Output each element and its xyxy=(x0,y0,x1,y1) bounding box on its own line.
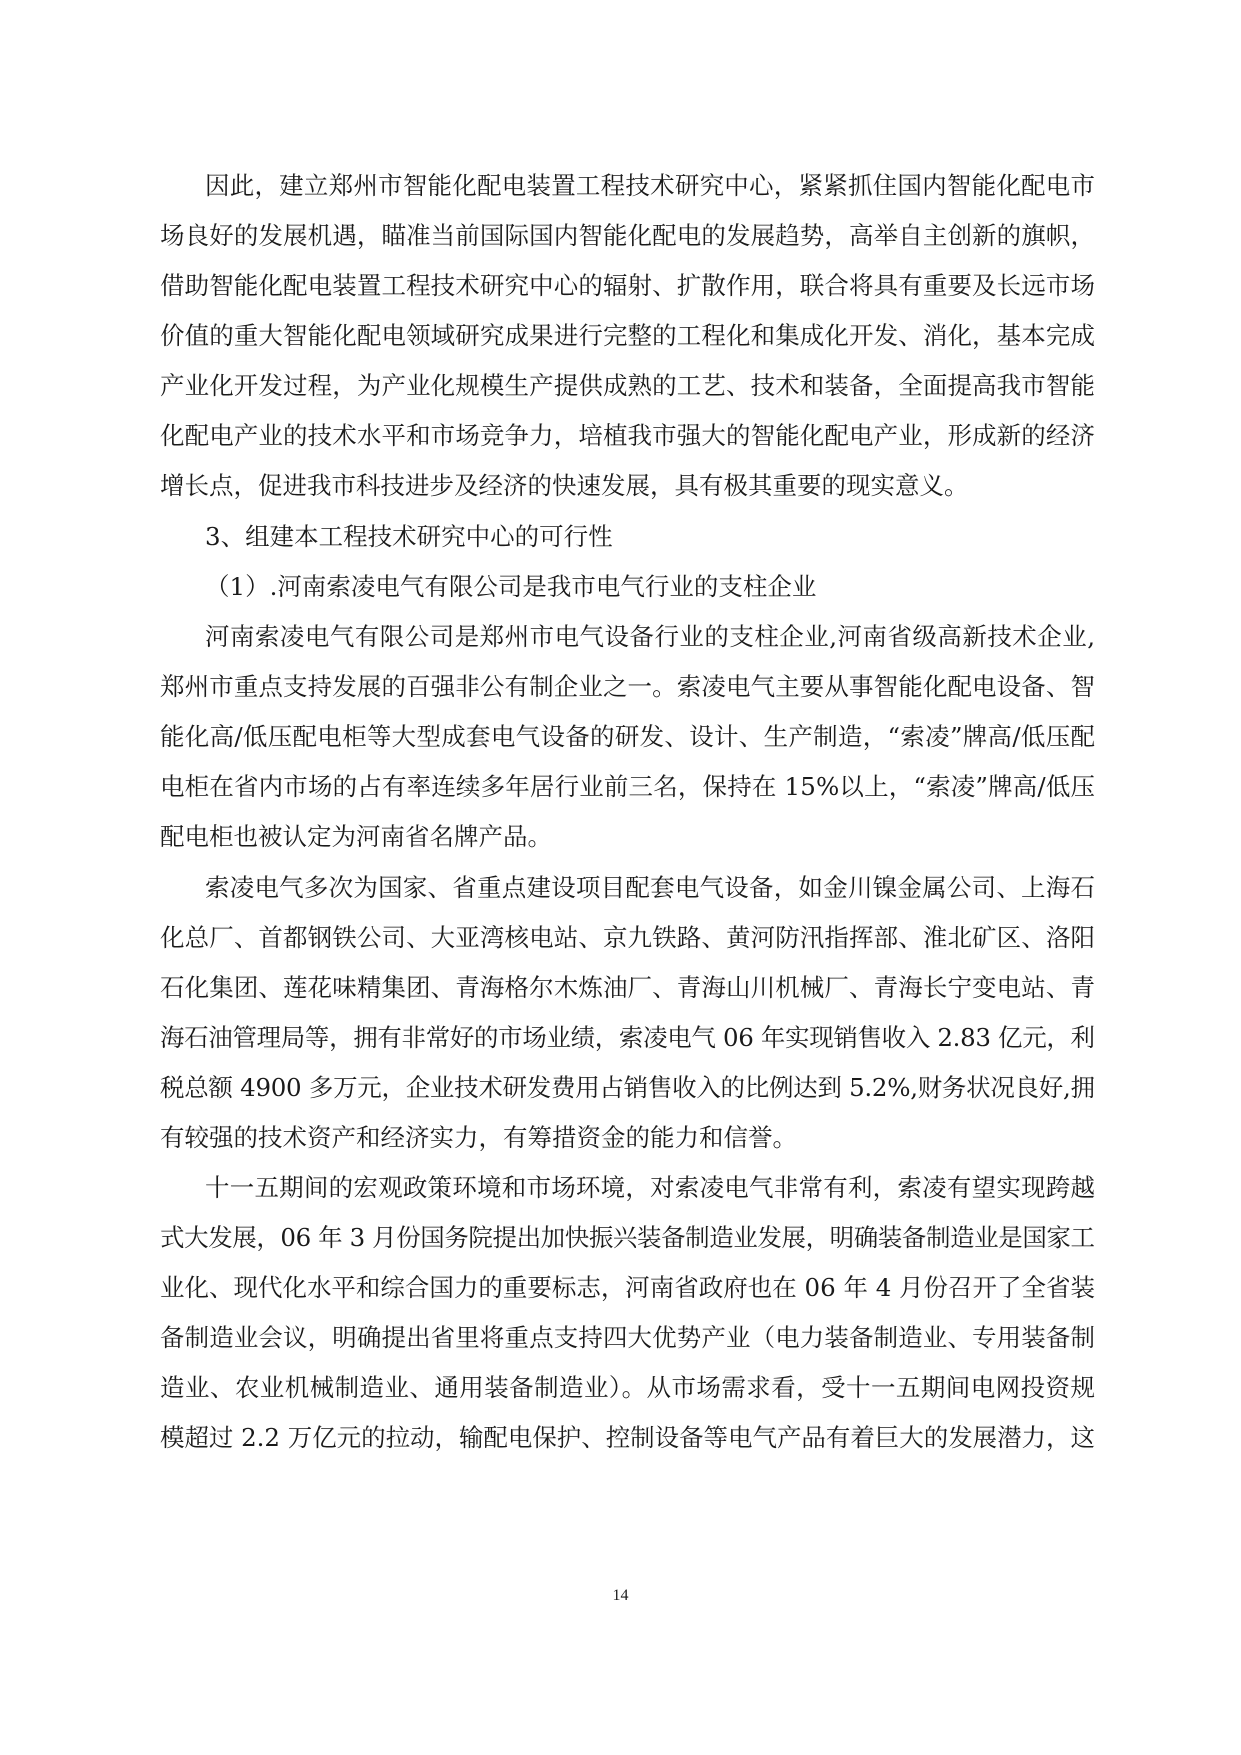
text-line-content: 海石油管理局等，拥有非常好的市场业绩，索凌电气 06 年实现销售收入 2.83 亿元，利 xyxy=(160,1023,1095,1052)
text-line xyxy=(0,1070,1241,1106)
text-line-content: 有较强的技术资产和经济实力，有筹措资金的能力和信誉。 xyxy=(160,1123,797,1152)
text-line-content: 增长点，促进我市科技进步及经济的快速发展，具有极其重要的现实意义。 xyxy=(160,471,969,500)
text-line-content: 式大发展，06 年 3 月份国务院提出加快振兴装备制造业发展，明确装备制造业是国家工 xyxy=(160,1223,1095,1252)
text-line xyxy=(0,669,1241,705)
text-line-content: 产业化开发过程，为产业化规模生产提供成熟的工艺、技术和装备，全面提高我市智能 xyxy=(160,371,1096,400)
text-line-content: 造业、农业机械制造业、通用装备制造业）。从市场需求看，受十一五期间电网投资规 xyxy=(160,1373,1096,1402)
text-line-content: 税总额 4900 多万元，企业技术研发费用占销售收入的比例达到 5.2%,财务状况良好,拥 xyxy=(160,1073,1095,1102)
text-line xyxy=(0,569,1241,605)
text-line xyxy=(0,1220,1241,1256)
text-line-content: 郑州市重点支持发展的百强非公有制企业之一。索凌电气主要从事智能化配电设备、智 xyxy=(160,672,1096,701)
text-line-content: 化总厂、首都钢铁公司、大亚湾核电站、京九铁路、黄河防汛指挥部、淮北矿区、洛阳 xyxy=(160,923,1096,952)
text-line xyxy=(0,318,1241,354)
text-line xyxy=(0,418,1241,454)
text-line xyxy=(0,168,1241,204)
text-line-content: 备制造业会议，明确提出省里将重点支持四大优势产业（电力装备制造业、专用装备制 xyxy=(160,1323,1096,1352)
text-line-content: （1）.河南索凌电气有限公司是我市电气行业的支柱企业 xyxy=(205,572,817,601)
text-line xyxy=(0,519,1241,555)
text-line xyxy=(0,218,1241,254)
text-line xyxy=(0,1420,1241,1456)
text-line xyxy=(0,1170,1241,1206)
text-line xyxy=(0,368,1241,404)
text-line-content: 索凌电气多次为国家、省重点建设项目配套电气设备，如金川镍金属公司、上海石 xyxy=(205,873,1096,902)
text-line-content: 借助智能化配电装置工程技术研究中心的辐射、扩散作用，联合将具有重要及长远市场 xyxy=(160,271,1096,300)
page-number: 14 xyxy=(612,1587,629,1604)
text-line xyxy=(0,468,1241,504)
text-line-content: 河南索凌电气有限公司是郑州市电气设备行业的支柱企业,河南省级高新技术企业, xyxy=(205,622,1096,651)
text-line xyxy=(0,1320,1241,1356)
text-line-content: 电柜在省内市场的占有率连续多年居行业前三名，保持在 15%以上，“索凌”牌高/低压 xyxy=(160,772,1096,801)
text-line-content: 能化高/低压配电柜等大型成套电气设备的研发、设计、生产制造，“索凌”牌高/低压配 xyxy=(160,722,1096,751)
text-line-content: 3、组建本工程技术研究中心的可行性 xyxy=(205,522,613,551)
text-line xyxy=(0,870,1241,906)
text-line-content: 因此，建立郑州市智能化配电装置工程技术研究中心，紧紧抓住国内智能化配电市 xyxy=(205,171,1096,200)
text-line-content: 配电柜也被认定为河南省名牌产品。 xyxy=(160,822,552,851)
text-line xyxy=(0,1270,1241,1306)
text-line-content: 十一五期间的宏观政策环境和市场环境，对索凌电气非常有利，索凌有望实现跨越 xyxy=(205,1173,1096,1202)
text-line-content: 业化、现代化水平和综合国力的重要标志，河南省政府也在 06 年 4 月份召开了全省装 xyxy=(160,1273,1095,1302)
text-line xyxy=(0,920,1241,956)
text-line-content: 化配电产业的技术水平和市场竞争力，培植我市强大的智能化配电产业，形成新的经济 xyxy=(160,421,1096,450)
text-line-content: 价值的重大智能化配电领域研究成果进行完整的工程化和集成化开发、消化，基本完成 xyxy=(160,321,1096,350)
text-line xyxy=(0,1020,1241,1056)
text-line xyxy=(0,1120,1241,1156)
text-line xyxy=(0,970,1241,1006)
text-line xyxy=(0,619,1241,655)
text-line-content: 场良好的发展机遇，瞄准当前国际国内智能化配电的发展趋势，高举自主创新的旗帜， xyxy=(160,221,1096,250)
text-line xyxy=(0,819,1241,855)
text-line xyxy=(0,1370,1241,1406)
text-line-content: 石化集团、莲花味精集团、青海格尔木炼油厂、青海山川机械厂、青海长宁变电站、青 xyxy=(160,973,1096,1002)
text-line xyxy=(0,769,1241,805)
text-line-content: 模超过 2.2 万亿元的拉动，输配电保护、控制设备等电气产品有着巨大的发展潜力，这 xyxy=(160,1423,1095,1452)
text-line xyxy=(0,268,1241,304)
text-line xyxy=(0,719,1241,755)
